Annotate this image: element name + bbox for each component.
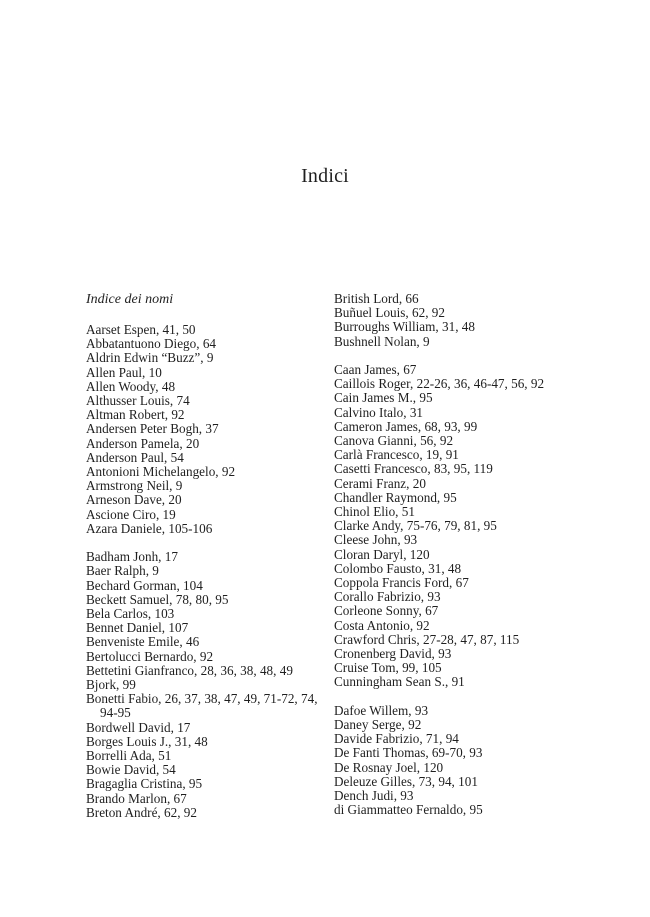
- index-entry: De Fanti Thomas, 69-70, 93: [334, 745, 483, 761]
- index-entry: Anderson Paul, 54: [86, 449, 184, 465]
- index-entry: Bettetini Gianfranco, 28, 36, 38, 48, 49: [86, 662, 293, 678]
- index-entry: Andersen Peter Bogh, 37: [86, 421, 219, 437]
- index-entry: Beckett Samuel, 78, 80, 95: [86, 591, 229, 607]
- index-entry: Corallo Fabrizio, 93: [334, 589, 441, 605]
- index-entry: Chandler Raymond, 95: [334, 489, 457, 505]
- index-entry: Buñuel Louis, 62, 92: [334, 305, 445, 321]
- index-entry: Caan James, 67: [334, 362, 417, 377]
- index-entry: Anderson Pamela, 20: [86, 435, 200, 451]
- index-entry: di Giammatteo Fernaldo, 95: [334, 802, 483, 818]
- index-entry: Casetti Francesco, 83, 95, 119: [334, 461, 493, 477]
- index-entry: Aarset Espen, 41, 50: [86, 322, 196, 337]
- index-letter-group: [334, 363, 624, 690]
- index-entry: Colombo Fausto, 31, 48: [334, 560, 462, 576]
- index-entry: Bushnell Nolan, 9: [334, 333, 430, 349]
- index-entry: Baer Ralph, 9: [86, 563, 159, 579]
- index-entry: Dench Judi, 93: [334, 788, 414, 804]
- index-entry: Cleese John, 93: [334, 532, 418, 548]
- index-entry: Antonioni Michelangelo, 92: [86, 464, 236, 480]
- index-entry: Davide Fabrizio, 71, 94: [334, 731, 459, 747]
- index-entry: Altman Robert, 92: [86, 407, 185, 423]
- index-entry: Canova Gianni, 56, 92: [334, 433, 454, 449]
- index-letter-group: [334, 292, 624, 349]
- index-entry: Borrelli Ada, 51: [86, 748, 172, 764]
- index-entry: Caillois Roger, 22-26, 36, 46-47, 56, 92: [334, 376, 545, 392]
- index-entry: Benveniste Emile, 46: [86, 634, 200, 650]
- index-entry: Cloran Daryl, 120: [334, 546, 430, 562]
- index-column-left: [86, 292, 331, 820]
- index-entry: Deleuze Gilles, 73, 94, 101: [334, 773, 478, 789]
- index-entry: Bennet Daniel, 107: [86, 620, 189, 636]
- index-entry: Corleone Sonny, 67: [334, 603, 439, 619]
- index-entry: Cronenberg David, 93: [334, 646, 452, 662]
- index-entry: Brando Marlon, 67: [86, 790, 187, 806]
- index-entry: Bjork, 99: [86, 677, 136, 693]
- index-entry: Cruise Tom, 99, 105: [334, 660, 442, 676]
- index-entry: Bela Carlos, 103: [86, 606, 175, 622]
- index-entry: Bragaglia Cristina, 95: [86, 776, 203, 792]
- page-title: Indici: [301, 165, 349, 187]
- index-entry: Breton André, 62, 92: [86, 804, 197, 820]
- index-entry: Coppola Francis Ford, 67: [334, 575, 469, 591]
- index-entry: British Lord, 66: [334, 291, 419, 306]
- index-entry: Cameron James, 68, 93, 99: [334, 418, 478, 434]
- index-entry: Costa Antonio, 92: [334, 617, 430, 633]
- index-entry: Calvino Italo, 31: [334, 404, 424, 420]
- index-entry: Bechard Gorman, 104: [86, 577, 203, 593]
- index-entry: Allen Woody, 48: [86, 378, 176, 394]
- index-entry: Burroughs William, 31, 48: [334, 319, 475, 335]
- index-entry: Dafoe Willem, 93: [334, 702, 429, 718]
- index-entry: Carlà Francesco, 19, 91: [334, 447, 459, 463]
- index-entry: Chinol Elio, 51: [334, 504, 415, 520]
- index-entry: Bordwell David, 17: [86, 719, 191, 735]
- index-entry: Arneson Dave, 20: [86, 492, 182, 508]
- index-groups-right: [334, 292, 624, 817]
- index-entry: Aldrin Edwin “Buzz”, 9: [86, 350, 214, 366]
- index-entry: Althusser Louis, 74: [86, 393, 190, 409]
- index-column-right: [334, 292, 624, 817]
- index-entry: Armstrong Neil, 9: [86, 478, 183, 494]
- index-entry: Borges Louis J., 31, 48: [86, 733, 208, 749]
- index-entry: Bertolucci Bernardo, 92: [86, 648, 214, 664]
- index-entry: Abbatantuono Diego, 64: [86, 336, 217, 352]
- index-entry: Bowie David, 54: [86, 762, 176, 778]
- index-entry: Badham Jonh, 17: [86, 549, 178, 565]
- index-entry: Daney Serge, 92: [334, 717, 422, 733]
- index-entry: Ascione Ciro, 19: [86, 506, 176, 522]
- index-entry: Allen Paul, 10: [86, 364, 162, 380]
- index-entry: Crawford Chris, 27-28, 47, 87, 115: [334, 631, 520, 647]
- index-entry: Azara Daniele, 105-106: [86, 520, 213, 536]
- index-entry: Cain James M., 95: [334, 390, 433, 406]
- index-heading: Indice dei nomi: [86, 292, 174, 307]
- index-letter-group: [86, 550, 331, 820]
- index-entry: Cunningham Sean S., 91: [334, 674, 465, 690]
- index-entry: Bonetti Fabio, 26, 37, 38, 47, 49, 71-72, 74, 94-95: [86, 691, 318, 721]
- index-entry: Cerami Franz, 20: [334, 475, 426, 491]
- index-entry: Clarke Andy, 75-76, 79, 81, 95: [334, 518, 497, 534]
- index-letter-group: [334, 704, 624, 818]
- index-entry: De Rosnay Joel, 120: [334, 759, 444, 775]
- index-letter-group: [86, 323, 331, 536]
- index-groups-left: [86, 323, 331, 820]
